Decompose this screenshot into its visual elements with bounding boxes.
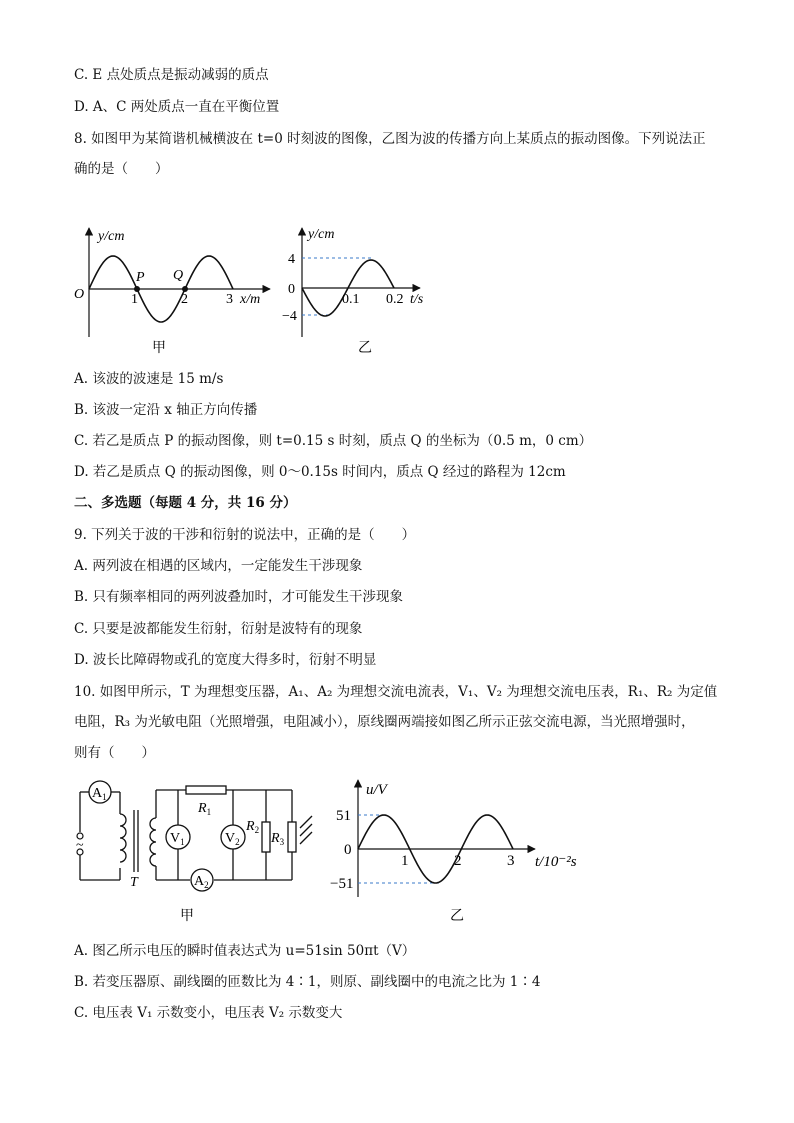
fig8-vibration-graph-yi [280, 222, 440, 362]
v2-label: $V_2$ [225, 831, 240, 847]
q8-stem-line2: 确的是（ ） [74, 161, 169, 177]
tick-0: 0 [288, 282, 295, 297]
origin-label: O [74, 287, 85, 302]
u-axis-label: u/V [366, 782, 387, 798]
caption-yi: 乙 [358, 341, 372, 356]
tick-2: 2 [181, 292, 188, 307]
caption-yi: 乙 [450, 909, 464, 924]
fig10-voltage-graph-yi [330, 772, 620, 932]
q10-option-a: A. 图乙所示电压的瞬时值表达式为 u=51sin 50πt（V） [74, 943, 416, 959]
photoresistor-r3 [288, 822, 296, 852]
y-axis-label: y/cm [308, 227, 335, 242]
section-heading-multi-choice: 二、多选题（每题 4 分，共 16 分） [74, 495, 297, 511]
q8-option-c: C. 若乙是质点 P 的振动图像，则 t=0.15 s 时刻，质点 Q 的坐标为（0.5 m，0 cm） [74, 433, 593, 449]
q10-option-c: C. 电压表 V₁ 示数变小，电压表 V₂ 示数变大 [74, 1005, 343, 1021]
resistor-r2 [262, 822, 270, 852]
q8-option-b: B. 该波一定沿 x 轴正方向传播 [74, 402, 258, 418]
caption-jia: 甲 [180, 909, 194, 924]
tick-3: 3 [226, 292, 233, 307]
a2-label: $A_2$ [194, 874, 209, 890]
q10-stem-line2: 电阻，R₃ 为光敏电阻（光照增强，电阻减小），原线圈两端接如图乙所示正弦交流电源，当光照增强时， [74, 714, 695, 730]
tick-0: 0 [344, 842, 352, 858]
fig8-wave-graph-jia [70, 222, 280, 362]
tick-51: 51 [336, 808, 351, 824]
tick-4: 4 [288, 252, 295, 267]
a1-label: $A_1$ [92, 786, 107, 802]
q10-stem-line3: 则有（ ） [74, 745, 155, 761]
q8-option-a: A. 该波的波速是 15 m/s [74, 371, 224, 387]
r3-label: $R_3$ [271, 831, 285, 847]
q9-option-c: C. 只要是波都能发生衍射，衍射是波特有的现象 [74, 621, 363, 637]
q10-option-b: B. 若变压器原、副线圈的匝数比为 4∶1，则原、副线圈中的电流之比为 1∶4 [74, 974, 541, 990]
q10-stem-line1: 10. 如图甲所示，T 为理想变压器，A₁、A₂ 为理想交流电流表，V₁、V₂ 为理想交流电压表，R₁、R₂ 为定值 [74, 684, 718, 700]
q8-option-d: D. 若乙是质点 Q 的振动图像，则 0～0.15s 时间内，质点 Q 经过的路程为 12cm [74, 464, 566, 480]
ac-source-symbol: ~ [76, 838, 84, 853]
q7-option-c: C. E 点处质点是振动减弱的质点 [74, 67, 269, 83]
q9-option-b: B. 只有频率相同的两列波叠加时，才可能发生干涉现象 [74, 589, 404, 605]
tick-0-1: 0.1 [342, 292, 360, 307]
q9-option-d: D. 波长比障碍物或孔的宽度大得多时，衍射不明显 [74, 652, 377, 668]
r1-label: $R_1$ [198, 801, 212, 817]
label-q: Q [173, 268, 184, 283]
resistor-r1 [186, 786, 226, 794]
x-axis-label: x/m [240, 292, 261, 307]
tick-3: 3 [507, 853, 515, 869]
q9-option-a: A. 两列波在相遇的区域内，一定能发生干涉现象 [74, 558, 363, 574]
tick-minus-4: −4 [282, 309, 297, 324]
tick-2: 2 [454, 853, 462, 869]
t-axis-label: t/s [410, 292, 424, 307]
caption-jia: 甲 [152, 341, 166, 356]
y-axis-label: y/cm [98, 229, 125, 244]
q8-stem-line1: 8. 如图甲为某简谐机械横波在 t=0 时刻波的图像，乙图为波的传播方向上某质点的振动图像。下列说法正 [74, 131, 706, 147]
label-p: P [136, 270, 145, 285]
q7-option-d: D. A、C 两处质点一直在平衡位置 [74, 99, 280, 115]
tick-1: 1 [401, 853, 409, 869]
t-axis-label: t/10⁻²s [535, 854, 577, 870]
q9-stem: 9. 下列关于波的干涉和衍射的说法中，正确的是（ ） [74, 527, 416, 543]
tick-1: 1 [131, 292, 138, 307]
tick-minus-51: −51 [330, 876, 354, 892]
v1-label: $V_1$ [170, 831, 185, 847]
r2-label: $R_2$ [246, 819, 260, 835]
fig10-circuit-jia [70, 772, 330, 932]
transformer-label: T [130, 875, 138, 890]
tick-0-2: 0.2 [386, 292, 404, 307]
